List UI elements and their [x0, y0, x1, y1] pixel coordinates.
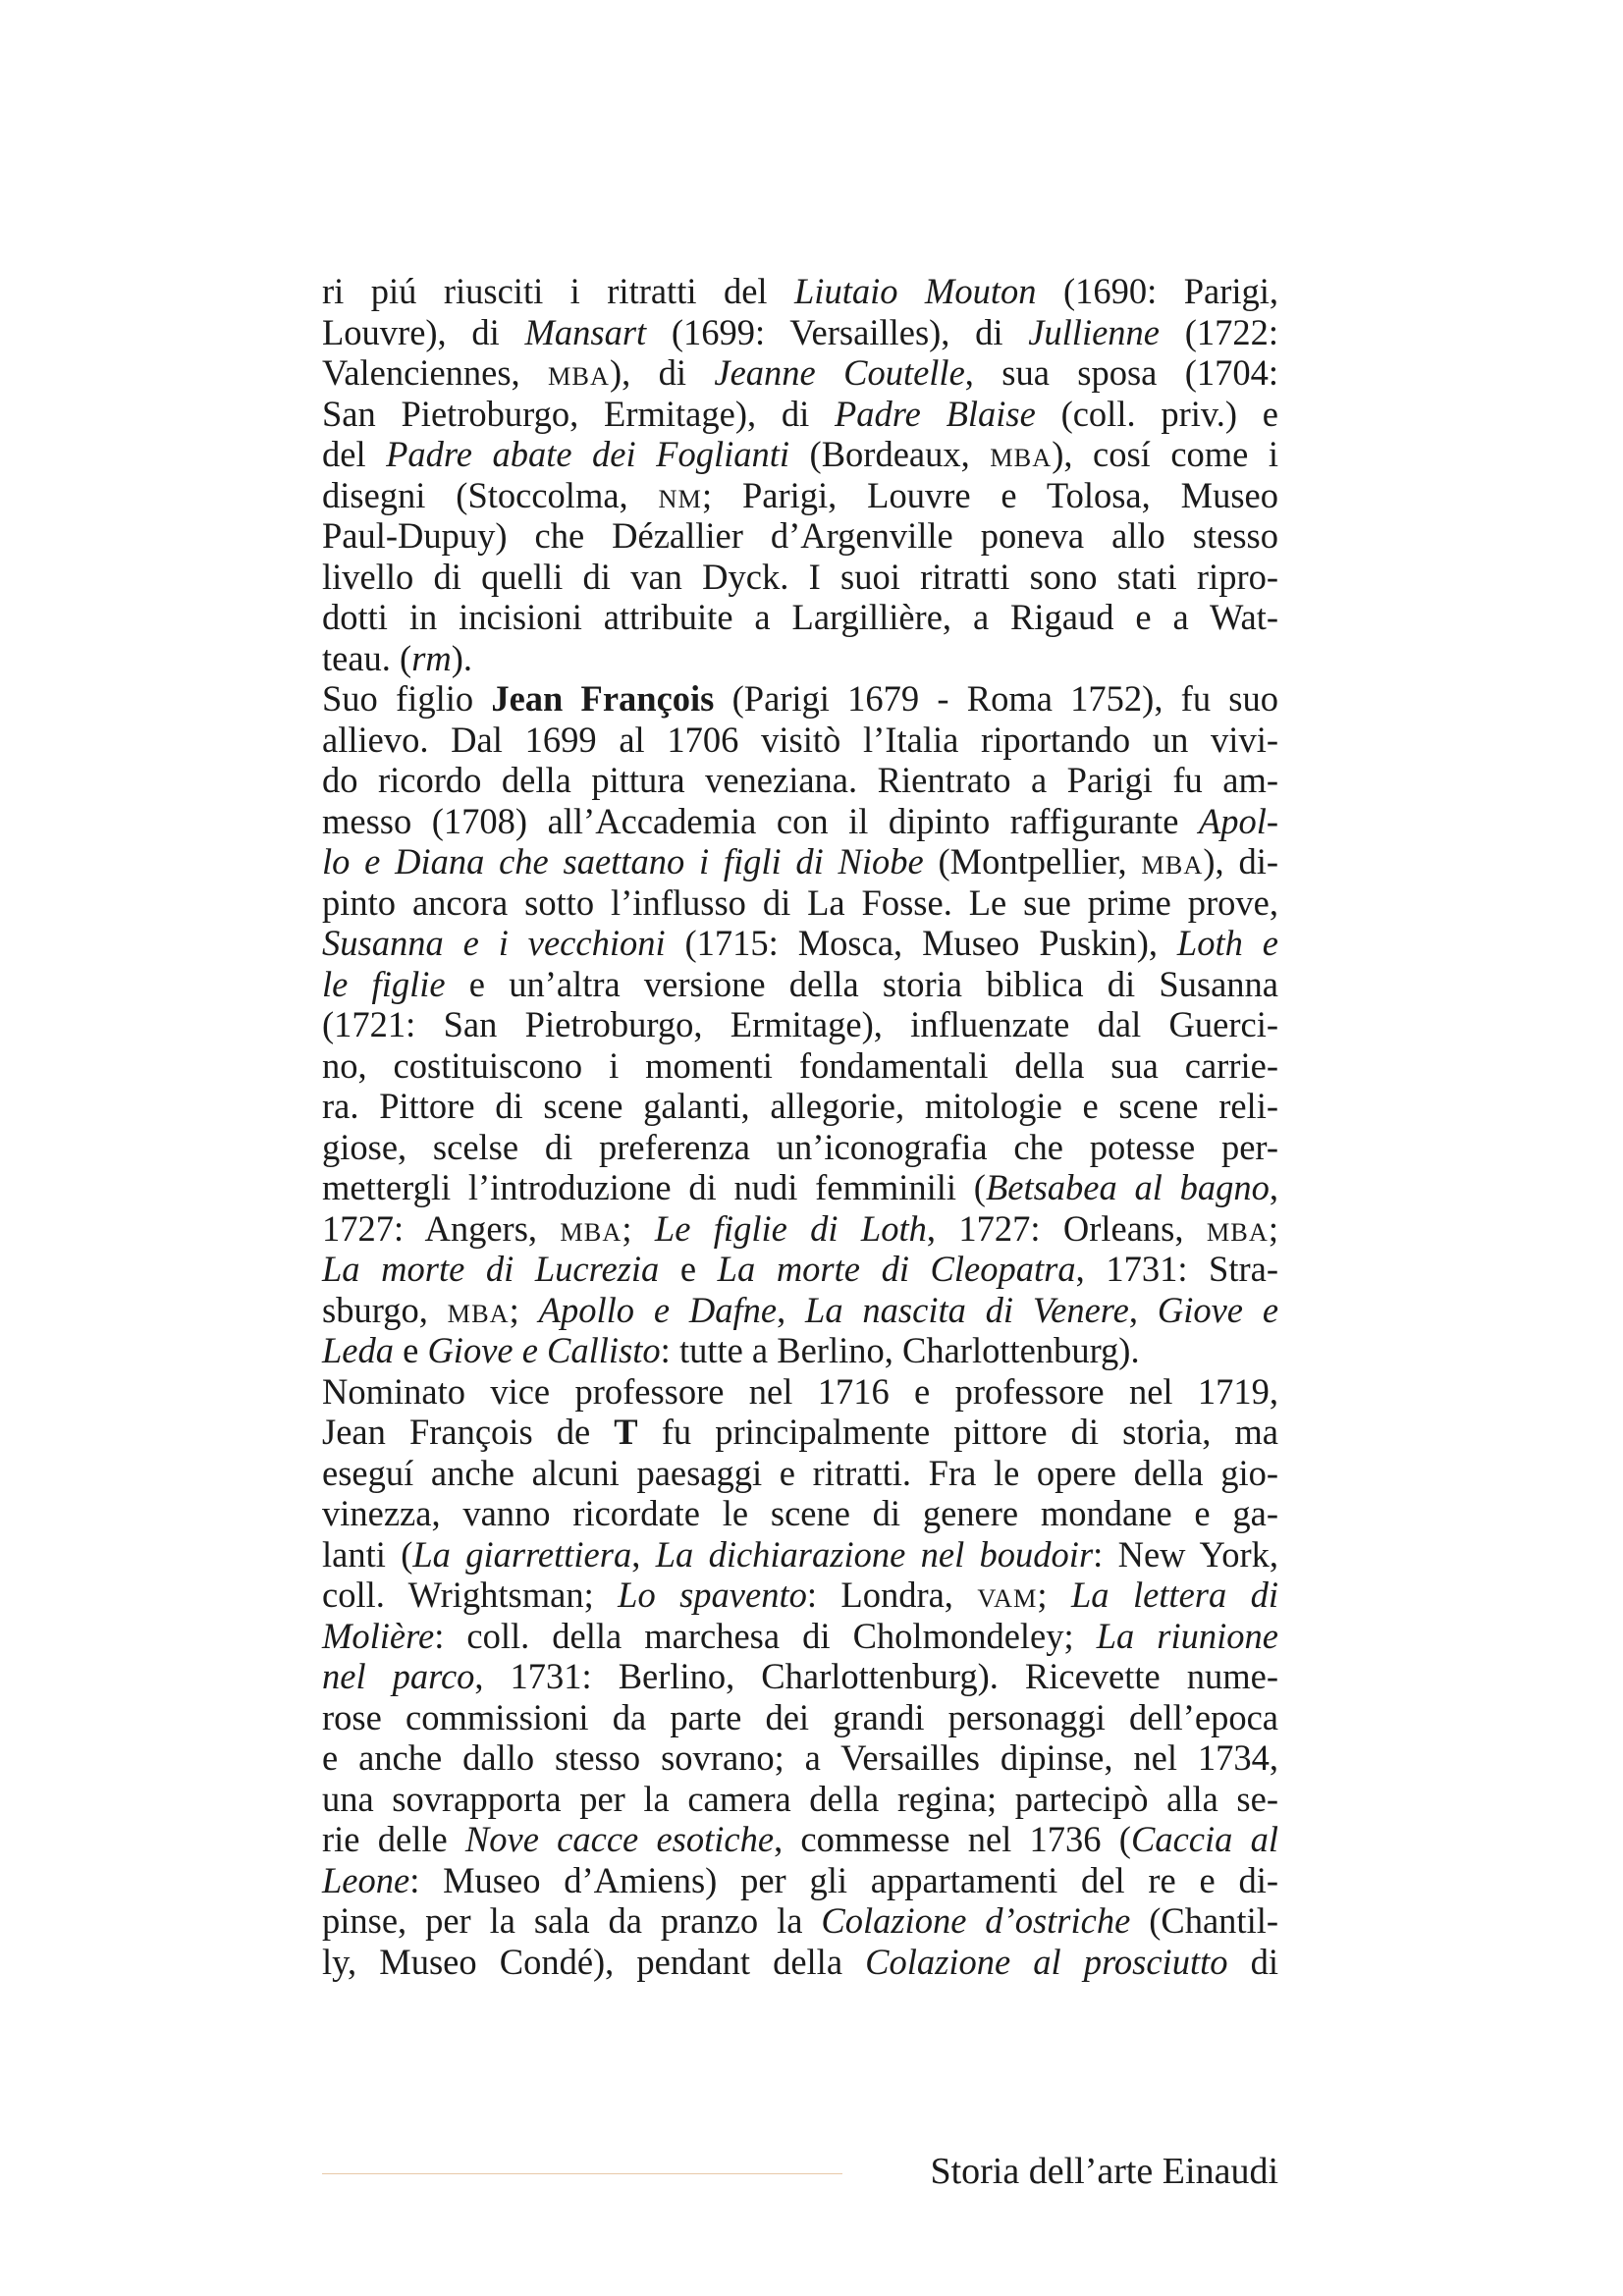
text-segment: ), di: [610, 352, 715, 393]
text-segment: (Chantil-: [1130, 1900, 1279, 1941]
text-segment: ,: [777, 1289, 806, 1330]
small-caps-abbreviation: MBA: [1141, 851, 1204, 880]
italic-title: Padre abate dei Foglianti: [386, 434, 790, 474]
text-segment: pinto ancora sotto l’influsso di La Fosse. Le sue prime prove,: [322, 881, 1278, 923]
small-caps-abbreviation: MBA: [548, 362, 611, 391]
text-segment: : tutte a Berlino, Charlottenburg).: [660, 1330, 1140, 1370]
text-segment: (Montpellier,: [923, 841, 1142, 881]
text-segment: rie delle: [322, 1819, 465, 1859]
text-segment: Valenciennes,: [322, 352, 549, 393]
text-line: [322, 1697, 1278, 1738]
text-segment: Louvre), di: [322, 311, 525, 352]
text-segment: Paul-Dupuy) che Dézallier d’Argenville poneva allo stesso: [322, 515, 1278, 556]
text-segment: no, costituiscono i momenti fondamentali della sua carrie-: [322, 1044, 1278, 1086]
italic-title: Betsabea al bagno: [985, 1167, 1270, 1207]
text-line: [322, 475, 1278, 516]
text-segment: ), cosí come i: [1052, 434, 1279, 474]
text-line: [322, 1575, 1278, 1616]
italic-title: rm: [411, 637, 452, 678]
small-caps-abbreviation: MBA: [560, 1217, 622, 1247]
italic-title: le figlie: [322, 963, 446, 1004]
text-line: [322, 1249, 1278, 1290]
small-caps-abbreviation: NM: [658, 484, 702, 513]
italic-title: Apol-: [1198, 800, 1278, 841]
text-segment: (1715: Mosca, Museo Puskin),: [665, 923, 1177, 963]
text-line: [322, 1900, 1278, 1942]
italic-title: Leone: [322, 1859, 410, 1900]
text-segment: del: [322, 434, 387, 474]
text-segment: una sovrapporta per la camera della regina; partecipò alla se-: [322, 1778, 1278, 1819]
text-line: [322, 1737, 1278, 1779]
text-line: [322, 394, 1278, 435]
text-segment: e un’altra versione della storia biblica di Susanna: [445, 963, 1278, 1004]
text-segment: allievo. Dal 1699 al 1706 visitò l’Italia riportando un vivi-: [322, 719, 1278, 760]
italic-title: Caccia al: [1130, 1819, 1278, 1859]
text-segment: ).: [451, 637, 473, 678]
text-line: [322, 271, 1278, 312]
italic-title: Loth e: [1176, 923, 1278, 963]
text-line: [322, 1942, 1278, 1983]
text-segment: ;: [509, 1289, 539, 1330]
text-line: [322, 1534, 1278, 1575]
text-line: [322, 557, 1278, 598]
italic-title: La morte di Cleopatra: [717, 1249, 1076, 1289]
text-segment: e anche dallo stesso sovrano; a Versailles dipinse, nel 1734,: [322, 1737, 1278, 1778]
text-segment: , sua sposa (1704:: [964, 352, 1279, 393]
text-segment: lanti (: [322, 1533, 413, 1575]
small-caps-abbreviation: MBA: [1206, 1217, 1269, 1247]
text-segment: e: [394, 1330, 428, 1370]
text-line: [322, 597, 1278, 638]
bold-name: Jean François: [491, 678, 715, 719]
text-line: [322, 1453, 1278, 1494]
text-line: [322, 1208, 1278, 1250]
text-line: [322, 964, 1278, 1005]
italic-title: nel parco: [322, 1656, 475, 1696]
italic-title: Le figlie di Loth: [654, 1207, 927, 1249]
italic-title: Liutaio Mouton: [794, 271, 1037, 311]
text-segment: do ricordo della pittura veneziana. Rientrato a Parigi fu am-: [322, 760, 1278, 800]
text-line: [322, 678, 1278, 720]
text-segment: : Museo d’Amiens) per gli appartamenti del re e di-: [409, 1859, 1278, 1900]
text-line: [322, 801, 1278, 842]
text-line: [322, 352, 1278, 394]
text-segment: (1699: Versailles), di: [646, 311, 1029, 352]
text-line: [322, 1290, 1278, 1331]
text-segment: livello di quelli di van Dyck. I suoi ritratti sono stati ripro-: [322, 556, 1278, 597]
bold-name: T: [614, 1412, 638, 1452]
text-segment: ;: [622, 1207, 655, 1249]
italic-title: Susanna e i vecchioni: [322, 923, 666, 963]
text-line: [322, 1004, 1278, 1045]
text-line: [322, 882, 1278, 924]
text-segment: , 1731: Stra-: [1075, 1249, 1278, 1289]
text-segment: : Londra,: [806, 1575, 978, 1615]
text-segment: , 1727: Orleans,: [926, 1207, 1207, 1249]
text-segment: (1690: Parigi,: [1036, 271, 1279, 311]
text-line: [322, 1779, 1278, 1820]
footer-publication-title: Storia dell’arte Einaudi: [930, 2151, 1278, 2192]
text-segment: ra. Pittore di scene galanti, allegorie, mitologie e scene reli-: [322, 1086, 1278, 1126]
text-line: [322, 434, 1278, 475]
text-segment: : coll. della marchesa di Cholmondeley;: [434, 1615, 1097, 1656]
text-segment: disegni (Stoccolma,: [322, 474, 659, 515]
text-line: [322, 841, 1278, 882]
text-segment: ;: [1037, 1575, 1071, 1615]
text-segment: coll. Wrightsman;: [322, 1575, 619, 1615]
italic-title: La morte di Lucrezia: [322, 1249, 660, 1289]
text-segment: vinezza, vanno ricordate le scene di genere mondane e ga-: [322, 1493, 1278, 1533]
text-segment: (1721: San Pietroburgo, Ermitage), influenzate dal Guerci-: [322, 1004, 1278, 1044]
italic-title: Jullienne: [1028, 311, 1160, 352]
text-segment: 1727: Angers,: [322, 1207, 561, 1249]
text-segment: dotti in incisioni attribuite a Largillière, a Rigaud e a Wat-: [322, 597, 1278, 637]
italic-title: La dichiarazione nel boudoir: [655, 1533, 1094, 1575]
italic-title: Jeanne Coutelle: [714, 352, 965, 393]
text-segment: pinse, per la sala da pranzo la: [322, 1900, 822, 1941]
text-segment: , 1731: Berlino, Charlottenburg). Ricevette nume-: [474, 1656, 1278, 1696]
text-line: [322, 1616, 1278, 1657]
text-segment: San Pietroburgo, Ermitage), di: [322, 393, 835, 434]
text-segment: eseguí anche alcuni paesaggi e ritratti. Fra le opere della gio-: [322, 1452, 1278, 1493]
italic-title: Nove cacce esotiche: [464, 1819, 775, 1859]
text-segment: e: [659, 1249, 718, 1289]
small-caps-abbreviation: MBA: [990, 444, 1053, 472]
text-line: [322, 1045, 1278, 1087]
text-line: [322, 760, 1278, 801]
italic-title: La riunione: [1096, 1615, 1278, 1656]
text-segment: ; Parigi, Louvre e Tolosa, Museo: [701, 474, 1278, 515]
text-segment: (Parigi 1679 - Roma 1752), fu suo: [714, 678, 1278, 719]
text-segment: Suo figlio: [322, 678, 492, 719]
text-segment: (1722:: [1160, 311, 1278, 352]
text-segment: mettergli l’introduzione di nudi femminili (: [322, 1167, 986, 1207]
footer-divider: [322, 2173, 842, 2174]
text-line: [322, 1493, 1278, 1534]
text-segment: Jean François de: [322, 1412, 615, 1452]
text-line: [322, 515, 1278, 557]
text-segment: ,: [1269, 1167, 1279, 1207]
text-line: [322, 312, 1278, 353]
italic-title: Molière: [322, 1615, 435, 1656]
italic-title: La nascita di Venere: [805, 1289, 1129, 1330]
text-segment: giose, scelse di preferenza un’iconografia che potesse per-: [322, 1126, 1278, 1167]
text-line: [322, 1656, 1278, 1697]
italic-title: La giarrettiera: [412, 1533, 632, 1575]
italic-title: La lettera di: [1070, 1575, 1279, 1615]
text-segment: di: [1227, 1941, 1278, 1982]
text-segment: ,: [631, 1533, 656, 1575]
italic-title: Apollo e Dafne: [538, 1289, 778, 1330]
text-segment: : New York,: [1093, 1533, 1279, 1575]
italic-title: Colazione d’ostriche: [821, 1900, 1131, 1941]
text-segment: rose commissioni da parte dei grandi personaggi dell’epoca: [322, 1696, 1278, 1737]
text-segment: ri piú riusciti i ritratti del: [322, 271, 794, 311]
italic-title: Colazione al prosciutto: [865, 1941, 1228, 1982]
text-segment: sburgo,: [322, 1289, 448, 1330]
text-line: [322, 638, 1278, 679]
text-segment: Nominato vice professore nel 1716 e professore nel 1719,: [322, 1370, 1278, 1412]
text-line: [322, 1127, 1278, 1168]
text-line: [322, 1860, 1278, 1901]
small-caps-abbreviation: VAM: [977, 1584, 1038, 1613]
text-segment: , commesse nel 1736 (: [774, 1819, 1131, 1859]
text-segment: ), di-: [1203, 841, 1278, 881]
italic-title: Leda: [322, 1330, 394, 1370]
text-line: [322, 1371, 1278, 1413]
italic-title: Mansart: [524, 311, 647, 352]
text-line: [322, 923, 1278, 964]
page-footer: [322, 2150, 1278, 2193]
text-segment: ly, Museo Condé), pendant della: [322, 1941, 866, 1982]
text-segment: ,: [1128, 1289, 1158, 1330]
text-line: [322, 1819, 1278, 1860]
text-line: [322, 1330, 1278, 1371]
text-segment: (coll. priv.) e: [1035, 393, 1278, 434]
italic-title: Lo spavento: [618, 1575, 807, 1615]
italic-title: lo e Diana che saettano i figli di Niobe: [322, 841, 924, 881]
italic-title: Giove e Callisto: [427, 1330, 661, 1370]
text-segment: fu principalmente pittore di storia, ma: [637, 1412, 1279, 1452]
text-line: [322, 1167, 1278, 1208]
text-segment: (Bordeaux,: [789, 434, 991, 474]
text-segment: messo (1708) all’Accademia con il dipinto raffigurante: [322, 800, 1199, 841]
article-body: [322, 271, 1278, 1982]
text-line: [322, 720, 1278, 761]
text-line: [322, 1412, 1278, 1453]
italic-title: Padre Blaise: [835, 393, 1036, 434]
text-line: [322, 1086, 1278, 1127]
text-segment: ;: [1268, 1207, 1278, 1249]
text-segment: teau. (: [322, 637, 412, 678]
small-caps-abbreviation: MBA: [447, 1299, 510, 1328]
italic-title: Giove e: [1157, 1289, 1279, 1330]
